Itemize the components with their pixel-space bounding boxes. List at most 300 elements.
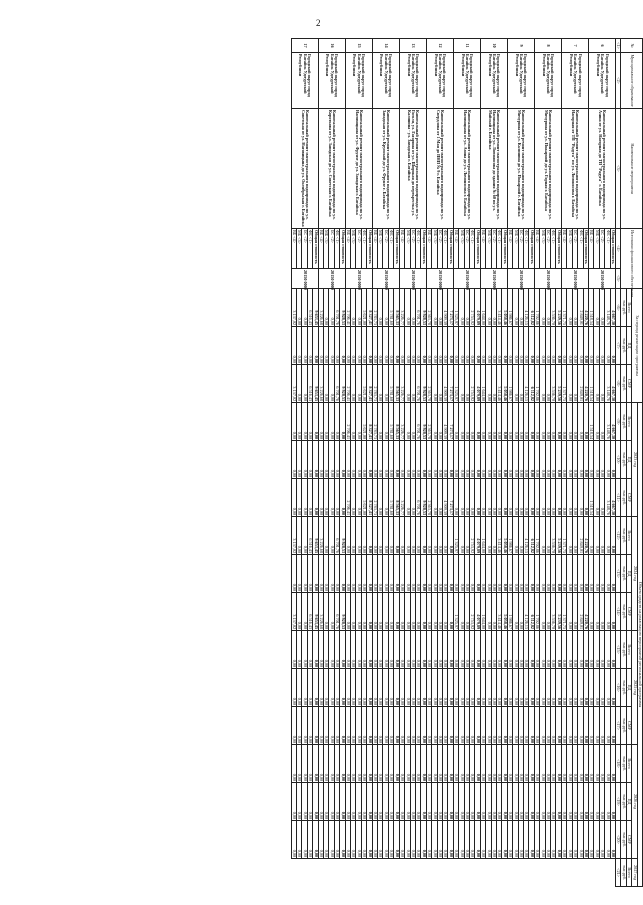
municipality-cell: Городской округ город Батайск Удмуртской Республики [399,53,426,109]
value-cell: 1 986,67 [507,517,512,555]
value-cell: 5 781,60 [388,289,393,327]
value-cell: 0,00 [405,783,410,821]
value-cell: 0,00 [437,821,442,859]
value-cell: 0,00 [556,745,561,783]
value-cell: 0,00 [480,707,485,745]
value-cell: 0,00 [594,517,599,555]
value-cell: 0,00 [551,707,556,745]
value-cell: 0,00 [410,441,415,479]
value-cell: 0,00 [334,441,339,479]
value-cell: 0,00 [453,821,458,859]
unit-label: тыс.руб. [621,821,626,859]
value-cell: 0,00 [502,707,507,745]
value-cell: 0,00 [561,327,566,365]
value-cell: 0,00 [432,365,437,403]
value-cell: 0,00 [421,593,426,631]
measure-cell: Капитальный ремонт магистрального водопровода по ул. Мичурина от ул. Пожарной до ул. Горная г. Батайска [534,109,561,229]
value-cell: 0,00 [448,593,453,631]
value-cell: 0,00 [605,707,610,745]
value-cell: 0,00 [421,327,426,365]
value-cell: 0,00 [524,441,529,479]
value-cell: 0,00 [551,745,556,783]
value-cell: 0,00 [302,479,307,517]
value-cell: 0,00 [583,479,588,517]
value-cell: 9 928,53 [340,289,345,327]
subheader-smr: СМР [626,593,631,631]
value-cell: 0,00 [302,441,307,479]
value-cell: 0,00 [297,517,302,555]
value-cell: 0,00 [578,555,583,593]
value-cell: 0,00 [291,745,296,783]
value-cell: 0,00 [442,783,447,821]
table-row [529,39,534,887]
table-row [583,39,588,887]
column-number: <11> [615,479,620,517]
value-cell: 0,00 [491,707,496,745]
value-cell: 0,00 [302,517,307,555]
value-cell: 0,00 [388,441,393,479]
value-cell: 0,00 [599,555,604,593]
value-cell: 0,00 [361,517,366,555]
value-cell: 0,00 [378,631,383,669]
value-cell: 0,00 [502,441,507,479]
value-cell: 0,00 [561,783,566,821]
value-cell: 0,00 [588,555,593,593]
unit-label: тыс.руб. [621,403,626,441]
subheader-smr: СМР [626,365,631,403]
source-cell: БС <2> [329,229,334,269]
table-row [421,39,426,887]
value-cell: 0,00 [442,745,447,783]
value-cell: 0,00 [610,593,615,631]
value-cell: 0,00 [432,517,437,555]
value-cell: 0,00 [372,631,377,669]
unit-label: тыс.руб. [621,669,626,707]
value-cell: 0,00 [497,821,502,859]
value-cell: 0,00 [372,745,377,783]
value-cell: 0,00 [421,441,426,479]
value-cell: 0,00 [291,403,296,441]
value-cell: 0,00 [291,441,296,479]
value-cell: 4 909,39 [442,289,447,327]
value-cell: 0,00 [583,783,588,821]
value-cell: 9 653,45 [313,593,318,631]
value-cell: 0,00 [459,327,464,365]
code-cell: 20150 0000 [561,269,588,289]
source-cell: БС <2> [572,229,577,269]
value-cell: 0,00 [345,441,350,479]
value-cell: 0,00 [351,289,356,327]
value-cell: 0,00 [340,821,345,859]
code-cell: 20150 0000 [534,269,561,289]
value-cell: 0,00 [610,745,615,783]
value-cell: 0,00 [561,555,566,593]
value-cell: 0,00 [291,783,296,821]
value-cell: 0,00 [307,403,312,441]
source-cell: Общая стоимость [448,229,453,269]
value-cell: 0,00 [410,707,415,745]
value-cell: 2 753,92 [470,517,475,555]
value-cell: 0,00 [405,745,410,783]
source-cell: МБ <3> [567,229,572,269]
value-cell: 0,00 [410,327,415,365]
value-cell: 0,00 [361,707,366,745]
value-cell: 0,00 [448,631,453,669]
value-cell: 0,00 [588,517,593,555]
source-cell: БС <2> [437,229,442,269]
value-cell: 0,00 [426,745,431,783]
col-no: № [621,39,643,53]
value-cell: 0,00 [497,555,502,593]
value-cell: 0,00 [594,707,599,745]
value-cell: 0,00 [453,403,458,441]
value-cell: 3 226,77 [399,365,404,403]
value-cell: 0,00 [572,631,577,669]
value-cell: 0,00 [415,517,420,555]
value-cell: 0,00 [367,669,372,707]
value-cell: 0,00 [345,669,350,707]
value-cell: 0,00 [594,669,599,707]
table-row [475,39,480,887]
value-cell: 2 706,41 [345,479,350,517]
value-cell: 0,00 [605,555,610,593]
value-cell: 0,00 [518,783,523,821]
value-cell: 0,00 [588,707,593,745]
value-cell: 0,00 [524,821,529,859]
value-cell: 0,00 [578,669,583,707]
value-cell: 6 112,82 [529,365,534,403]
value-cell: 6 516,43 [307,517,312,555]
value-cell: 4 079,89 [475,593,480,631]
value-cell: 3 226,68 [318,517,323,555]
value-cell: 0,00 [442,593,447,631]
value-cell: 0,00 [540,441,545,479]
value-cell: 0,00 [605,441,610,479]
value-cell: 0,00 [318,403,323,441]
subheader-total: Всего [626,859,631,887]
value-cell: 0,00 [497,479,502,517]
value-cell: 0,00 [594,783,599,821]
value-cell: 0,00 [394,745,399,783]
code-cell: 20150 0000 [345,269,372,289]
value-cell: 0,00 [540,821,545,859]
value-cell: 0,00 [551,555,556,593]
value-cell: 0,00 [475,555,480,593]
value-cell: 0,00 [518,555,523,593]
source-cell: МБ <3> [324,229,329,269]
value-cell: 0,00 [475,783,480,821]
value-cell: 4 909,39 [442,365,447,403]
value-cell: 0,00 [302,593,307,631]
value-cell: 0,00 [351,327,356,365]
value-cell: 0,00 [356,517,361,555]
value-cell: 0,00 [437,441,442,479]
value-cell: 0,00 [329,441,334,479]
source-cell: ФБ <1> [415,229,420,269]
value-cell: 0,00 [351,593,356,631]
value-cell: 0,00 [318,327,323,365]
value-cell: 3 226,68 [318,593,323,631]
value-cell: 8 327,41 [367,289,372,327]
value-cell: 3 536,70 [551,365,556,403]
value-cell: 0,00 [442,517,447,555]
value-cell: 0,00 [426,327,431,365]
value-cell: 0,00 [534,745,539,783]
value-cell: 6 516,43 [307,289,312,327]
value-cell: 0,00 [437,593,442,631]
value-cell: 0,00 [470,479,475,517]
value-cell: 0,00 [486,441,491,479]
value-cell: 0,00 [329,745,334,783]
value-cell: 0,00 [291,479,296,517]
value-cell: 0,00 [502,669,507,707]
subheader-total: Всего [626,403,631,441]
value-cell: 0,00 [551,441,556,479]
value-cell: 0,00 [524,669,529,707]
value-cell: 6 701,76 [415,289,420,327]
value-cell: 0,00 [599,821,604,859]
value-cell: 0,00 [524,555,529,593]
value-cell: 0,00 [329,821,334,859]
value-cell: 0,00 [432,289,437,327]
value-cell: 0,00 [545,707,550,745]
value-cell: 3 536,70 [551,593,556,631]
value-cell: 0,00 [383,745,388,783]
value-cell: 0,00 [459,555,464,593]
value-cell: 0,00 [507,707,512,745]
value-cell: 2 849,01 [578,517,583,555]
value-cell: 0,00 [470,707,475,745]
source-cell: МБ <3> [351,229,356,269]
value-cell: 0,00 [351,365,356,403]
value-cell: 0,00 [540,289,545,327]
value-cell: 0,00 [383,555,388,593]
value-cell: 9 928,53 [340,593,345,631]
value-cell: 0,00 [486,517,491,555]
col-municipality: Муниципальное образование [621,53,643,109]
value-cell: 0,00 [518,289,523,327]
value-cell: 0,00 [453,669,458,707]
value-cell: 0,00 [432,707,437,745]
value-cell: 0,00 [572,517,577,555]
value-cell: 0,00 [561,707,566,745]
value-cell: 0,00 [351,441,356,479]
value-cell: 0,00 [588,745,593,783]
value-cell: 3 137,02 [291,517,296,555]
table-container [73,38,643,881]
value-cell: 0,00 [437,783,442,821]
value-cell: 0,00 [426,783,431,821]
value-cell: 0,00 [324,365,329,403]
value-cell: 0,00 [578,479,583,517]
value-cell: 0,00 [583,555,588,593]
value-cell: 0,00 [448,517,453,555]
unit-label: тыс.руб. [621,859,626,887]
value-cell: 0,00 [561,479,566,517]
value-cell: 6 701,76 [415,479,420,517]
value-cell: 0,00 [367,707,372,745]
value-cell: 0,00 [470,821,475,859]
value-cell: 0,00 [302,707,307,745]
value-cell: 0,00 [340,555,345,593]
value-cell: 0,00 [372,707,377,745]
subheader-pd: ПД [626,441,631,479]
value-cell: 0,00 [491,669,496,707]
value-cell: 6 701,76 [415,403,420,441]
value-cell: 0,00 [572,365,577,403]
value-cell: 9 928,53 [340,365,345,403]
value-cell: 0,00 [356,441,361,479]
value-cell: 0,00 [534,327,539,365]
value-cell: 0,00 [432,327,437,365]
value-cell: 0,00 [334,669,339,707]
source-cell: ФБ <1> [388,229,393,269]
value-cell: 0,00 [388,327,393,365]
value-cell: 1 702,86 [534,593,539,631]
row-number: 12 [426,39,453,53]
value-cell: 0,00 [540,593,545,631]
value-cell: 0,00 [399,441,404,479]
value-cell: 1 986,67 [507,593,512,631]
value-cell: 0,00 [540,365,545,403]
value-cell: 0,00 [497,783,502,821]
value-cell: 0,00 [415,669,420,707]
value-cell: 0,00 [588,327,593,365]
source-cell: БС <2> [302,229,307,269]
rotated-page [73,38,643,881]
value-cell: 6 112,82 [529,593,534,631]
source-cell: МБ <3> [459,229,464,269]
value-cell: 0,00 [599,593,604,631]
value-cell: 0,00 [410,821,415,859]
source-cell: ВБ <4> [399,229,404,269]
value-cell: 0,00 [318,669,323,707]
value-cell: 0,00 [599,517,604,555]
value-cell: 0,00 [372,555,377,593]
value-cell: 2 753,92 [470,365,475,403]
source-cell: БС <2> [383,229,388,269]
value-cell: 0,00 [324,631,329,669]
column-number: <17> [615,707,620,745]
value-cell: 6 701,76 [415,365,420,403]
value-cell: 1 986,67 [507,289,512,327]
value-cell: 0,00 [459,745,464,783]
value-cell: 0,00 [367,555,372,593]
value-cell: 0,00 [432,631,437,669]
value-cell: 0,00 [470,783,475,821]
value-cell: 0,00 [302,669,307,707]
value-cell: 8 565,33 [394,289,399,327]
value-cell: 0,00 [599,479,604,517]
value-cell: 0,00 [372,669,377,707]
value-cell: 0,00 [378,365,383,403]
value-cell: 0,00 [583,441,588,479]
value-cell: 0,00 [297,821,302,859]
value-cell: 0,00 [318,479,323,517]
value-cell: 0,00 [610,631,615,669]
value-cell: 0,00 [486,327,491,365]
value-cell: 0,00 [399,745,404,783]
source-cell: БС <2> [410,229,415,269]
value-cell: 9 653,45 [313,365,318,403]
value-cell: 0,00 [464,327,469,365]
source-cell: ФБ <1> [497,229,502,269]
value-cell: 0,00 [524,783,529,821]
value-cell: 0,00 [340,783,345,821]
value-cell: 4 079,89 [475,289,480,327]
value-cell: 0,00 [329,593,334,631]
code-cell: 20150 0000 [426,269,453,289]
value-cell: 0,00 [334,707,339,745]
value-cell: 3 536,70 [551,289,556,327]
value-cell: 0,00 [572,745,577,783]
value-cell: 0,00 [367,441,372,479]
value-cell: 0,00 [524,631,529,669]
value-cell: 9 928,53 [421,479,426,517]
value-cell: 0,00 [470,441,475,479]
row-number: 10 [480,39,507,53]
value-cell: 0,00 [567,783,572,821]
column-number: <8> [615,365,620,403]
value-cell: 0,00 [426,669,431,707]
value-cell: 5 239,56 [556,593,561,631]
value-cell: 0,00 [405,441,410,479]
value-cell: 0,00 [534,555,539,593]
value-cell: 0,00 [486,365,491,403]
subheader-pd: ПД [626,783,631,821]
value-cell: 0,00 [529,479,534,517]
value-cell: 0,00 [383,289,388,327]
value-cell: 0,00 [313,783,318,821]
value-cell: 4 667,30 [610,479,615,517]
value-cell: 0,00 [405,631,410,669]
value-cell: 0,00 [388,669,393,707]
value-cell: 0,00 [513,707,518,745]
value-cell: 0,00 [345,707,350,745]
value-cell: 0,00 [410,365,415,403]
value-cell: 0,00 [497,707,502,745]
unit-label: тыс.руб. [621,441,626,479]
subheader-total: Всего [626,517,631,555]
value-cell: 0,00 [394,821,399,859]
value-cell: 0,00 [551,783,556,821]
value-cell: 0,00 [399,669,404,707]
value-cell: 0,00 [378,289,383,327]
value-cell: 0,00 [540,631,545,669]
value-cell: 0,00 [340,441,345,479]
value-cell: 0,00 [491,555,496,593]
source-cell: Общая стоимость [583,229,588,269]
value-cell: 3 137,02 [291,289,296,327]
value-cell: 0,00 [572,327,577,365]
value-cell: 0,00 [383,327,388,365]
value-cell: 8 327,41 [367,403,372,441]
value-cell: 0,00 [567,745,572,783]
value-cell: 0,00 [378,783,383,821]
measure-cell: Капитальный ремонт магистрального водопровода по ул. Наговицына от ул. Фрунзе до ул. Заводская г. Батайска [345,109,372,229]
value-cell: 0,00 [475,707,480,745]
code-cell: 20150 0000 [453,269,480,289]
value-cell: 0,00 [415,821,420,859]
source-cell: БС <2> [518,229,523,269]
value-cell: 0,00 [340,707,345,745]
value-cell: 0,00 [551,631,556,669]
unit-label: тыс.руб. [621,327,626,365]
value-cell: 0,00 [518,327,523,365]
value-cell: 0,00 [475,479,480,517]
column-number: <1> [615,39,620,53]
value-cell: 0,00 [437,631,442,669]
